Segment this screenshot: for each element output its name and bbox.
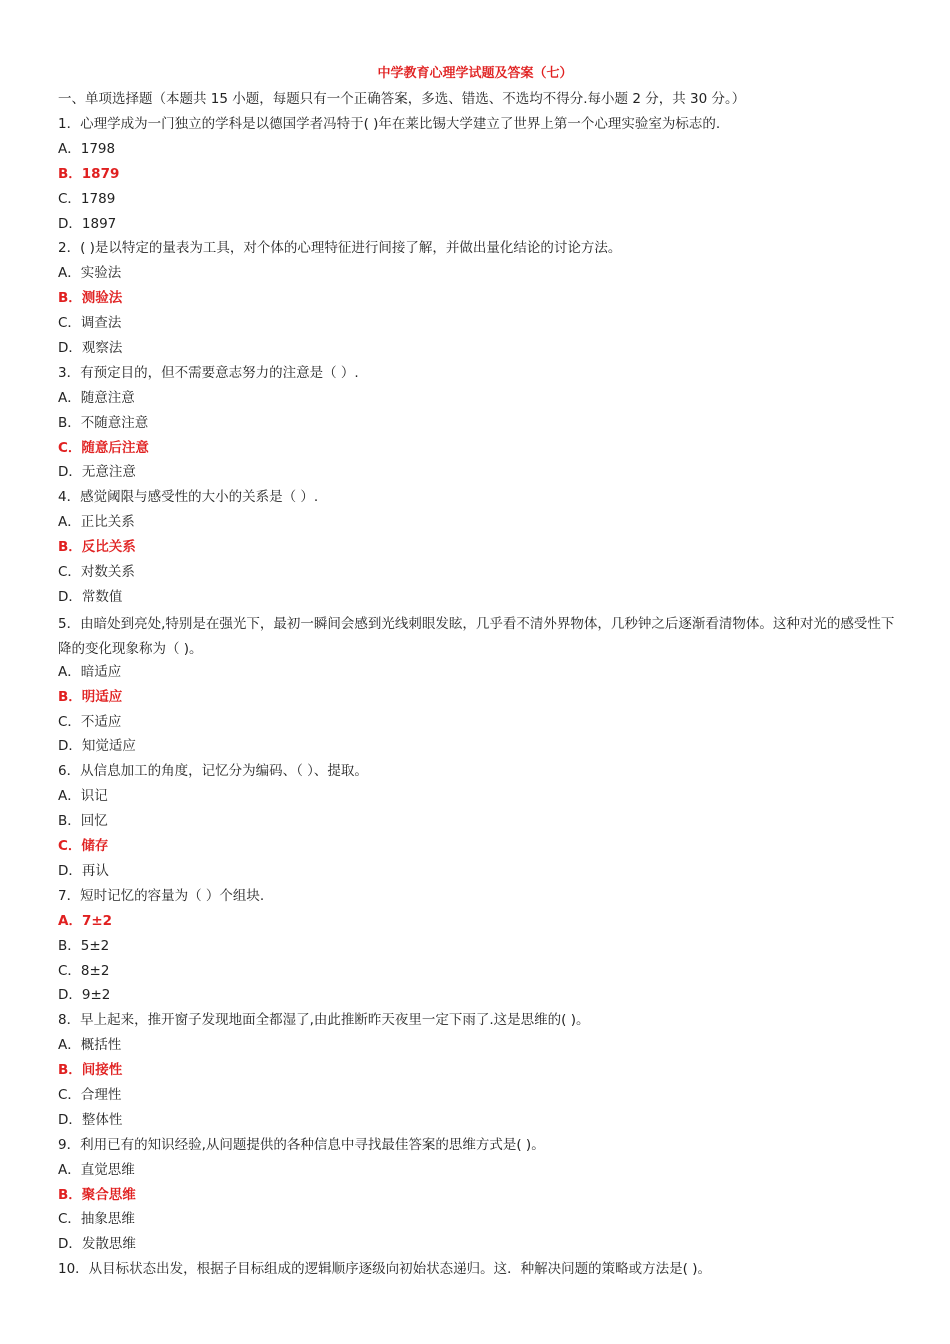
answer-option: A．实验法 bbox=[58, 265, 122, 282]
answer-option: B．回忆 bbox=[58, 813, 108, 830]
question-text: 2．( )是以特定的量表为工具，对个体的心理特征进行间接了解，并做出量化结论的讨论方法。 bbox=[58, 240, 622, 257]
question-text: 4．感觉阈限与感受性的大小的关系是（ ）. bbox=[58, 489, 319, 506]
correct-answer-option: B．聚合思维 bbox=[58, 1186, 136, 1203]
answer-option: D．知觉适应 bbox=[58, 738, 136, 755]
answer-option: A．暗适应 bbox=[58, 663, 122, 680]
answer-option: C．对数关系 bbox=[58, 564, 135, 581]
answer-option: B．5±2 bbox=[58, 937, 110, 954]
question-text: 9．利用已有的知识经验,从问题提供的各种信息中寻找最佳答案的思维方式是( )。 bbox=[58, 1136, 545, 1153]
answer-option: C．1789 bbox=[58, 190, 116, 207]
correct-answer-option: B．间接性 bbox=[58, 1062, 123, 1079]
answer-option: A．正比关系 bbox=[58, 514, 135, 531]
question-text: 8．早上起来，推开窗子发现地面全都湿了,由此推断昨天夜里一定下雨了.这是思维的( )。 bbox=[58, 1012, 590, 1029]
answer-option: A．1798 bbox=[58, 140, 116, 157]
correct-answer-option: B．测验法 bbox=[58, 290, 123, 307]
answer-option: A．概括性 bbox=[58, 1037, 122, 1054]
correct-answer-option: B．反比关系 bbox=[58, 539, 136, 556]
answer-option: D．观察法 bbox=[58, 340, 123, 357]
answer-option: A．随意注意 bbox=[58, 389, 135, 406]
section-header: 一、单项选择题（本题共 15 小题，每题只有一个正确答案，多选、错选、不选均不得分.每小题 2 分，共 30 分。） bbox=[58, 91, 746, 107]
answer-option: D．常数值 bbox=[58, 588, 123, 605]
answer-option: D．无意注意 bbox=[58, 464, 136, 481]
question-text: 7．短时记忆的容量为（ ）个组块. bbox=[58, 887, 265, 904]
question-list bbox=[58, 114, 898, 1284]
correct-answer-option: C．随意后注意 bbox=[58, 439, 149, 456]
answer-option: C．抽象思维 bbox=[58, 1211, 135, 1228]
question-text: 5．由暗处到亮处,特别是在强光下，最初一瞬间会感到光线刺眼发眩，几乎看不清外界物体，几秒钟之后逐渐看清物体。这种对光的感受性下降的变化现象称为（ )。 bbox=[58, 615, 895, 657]
answer-option: A．直觉思维 bbox=[58, 1161, 135, 1178]
answer-option: D．9±2 bbox=[58, 987, 111, 1004]
correct-answer-option: B．明适应 bbox=[58, 688, 123, 705]
question-text: 3．有预定目的，但不需要意志努力的注意是（ ）. bbox=[58, 364, 359, 381]
answer-option: D．1897 bbox=[58, 215, 117, 232]
correct-answer-option: A．7±2 bbox=[58, 912, 113, 929]
answer-option: D．整体性 bbox=[58, 1111, 123, 1128]
answer-option: D．再认 bbox=[58, 862, 109, 879]
correct-answer-option: B．1879 bbox=[58, 165, 120, 182]
answer-option: B．不随意注意 bbox=[58, 414, 149, 431]
question-text: 10．从目标状态出发，根据子目标组成的逻辑顺序逐级向初始状态递归。这．种解决问题的策略或方法是( )。 bbox=[58, 1261, 712, 1278]
answer-option: D．发散思维 bbox=[58, 1236, 136, 1253]
question-text: 6．从信息加工的角度，记忆分为编码、（ ）、提取。 bbox=[58, 763, 368, 780]
answer-option: C．8±2 bbox=[58, 962, 110, 979]
question-text: 1．心理学成为一门独立的学科是以德国学者冯特于( )年在莱比锡大学建立了世界上第一个心理实验室为标志的. bbox=[58, 116, 721, 132]
correct-answer-option: C．储存 bbox=[58, 838, 109, 855]
answer-option: C．不适应 bbox=[58, 713, 122, 730]
answer-option: C．合理性 bbox=[58, 1086, 122, 1103]
answer-option: C．调查法 bbox=[58, 315, 122, 332]
answer-option: A．识记 bbox=[58, 788, 108, 805]
document-title: 中学教育心理学试题及答案（七） bbox=[377, 66, 573, 81]
